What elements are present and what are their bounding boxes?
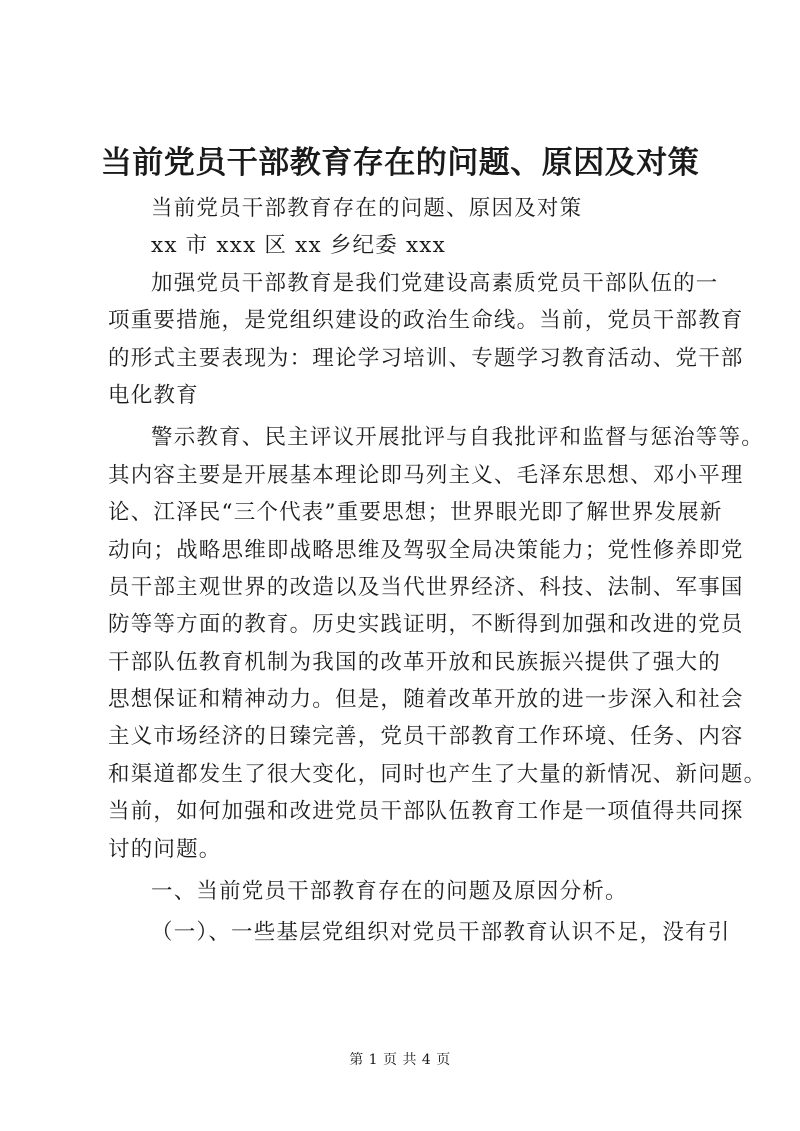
- paragraph-line: 和渠道都发生了很大变化，同时也产生了大量的新情况、新问题。: [108, 761, 767, 787]
- subtitle-line: 当前党员干部教育存在的问题、原因及对策: [151, 196, 583, 221]
- paragraph-line: 当前，如何加强和改进党员干部队伍教育工作是一项值得共同探: [108, 799, 744, 825]
- document-title: 当前党员干部教育存在的问题、原因及对策: [100, 145, 700, 181]
- paragraph-line: 警示教育、民主评议开展批评与自我批评和监督与惩治等等。: [151, 425, 764, 451]
- page-footer: 第 1 页 共 4 页: [349, 1052, 451, 1068]
- paragraph-line: 思想保证和精神动力。但是，随着改革开放的进一步深入和社会: [108, 687, 744, 713]
- section-heading: 一、当前党员干部教育存在的问题及原因分析。: [151, 879, 628, 905]
- author-line: xx 市 xxx 区 xx 乡纪委 xxx: [151, 233, 446, 259]
- paragraph-1: [108, 265, 744, 415]
- paragraph-line: 干部队伍教育机制为我国的改革开放和民族振兴提供了强大的: [108, 649, 721, 675]
- paragraph-line: 其内容主要是开展基本理论即马列主义、毛泽东思想、邓小平理: [108, 462, 744, 488]
- paragraph-line: 电化教育: [108, 382, 199, 408]
- paragraph-line: 员干部主观世界的改造以及当代世界经济、科技、法制、军事国: [108, 574, 744, 600]
- paragraph-line: 论、江泽民“三个代表”重要思想；世界眼光即了解世界发展新: [108, 500, 723, 526]
- subsection-heading: （一）、一些基层党组织对党员干部教育认识不足，没有引: [151, 920, 731, 946]
- paragraph-line: 讨的问题。: [108, 836, 222, 862]
- paragraph-line: 项重要措施，是党组织建设的政治生命线。当前，党员干部教育: [108, 308, 744, 334]
- paragraph-2: [108, 419, 767, 868]
- paragraph-line: 加强党员干部教育是我们党建设高素质党员干部队伍的一: [151, 270, 719, 296]
- paragraph-line: 主义市场经济的日臻完善，党员干部教育工作环境、任务、内容: [108, 724, 744, 750]
- document-body: [108, 190, 767, 952]
- paragraph-line: 的形式主要表现为：理论学习培训、专题学习教育活动、党干部: [108, 345, 744, 371]
- paragraph-line: 防等等方面的教育。历史实践证明，不断得到加强和改进的党员: [108, 612, 744, 638]
- paragraph-line: 动向；战略思维即战略思维及驾驭全局决策能力；党性修养即党: [108, 537, 744, 563]
